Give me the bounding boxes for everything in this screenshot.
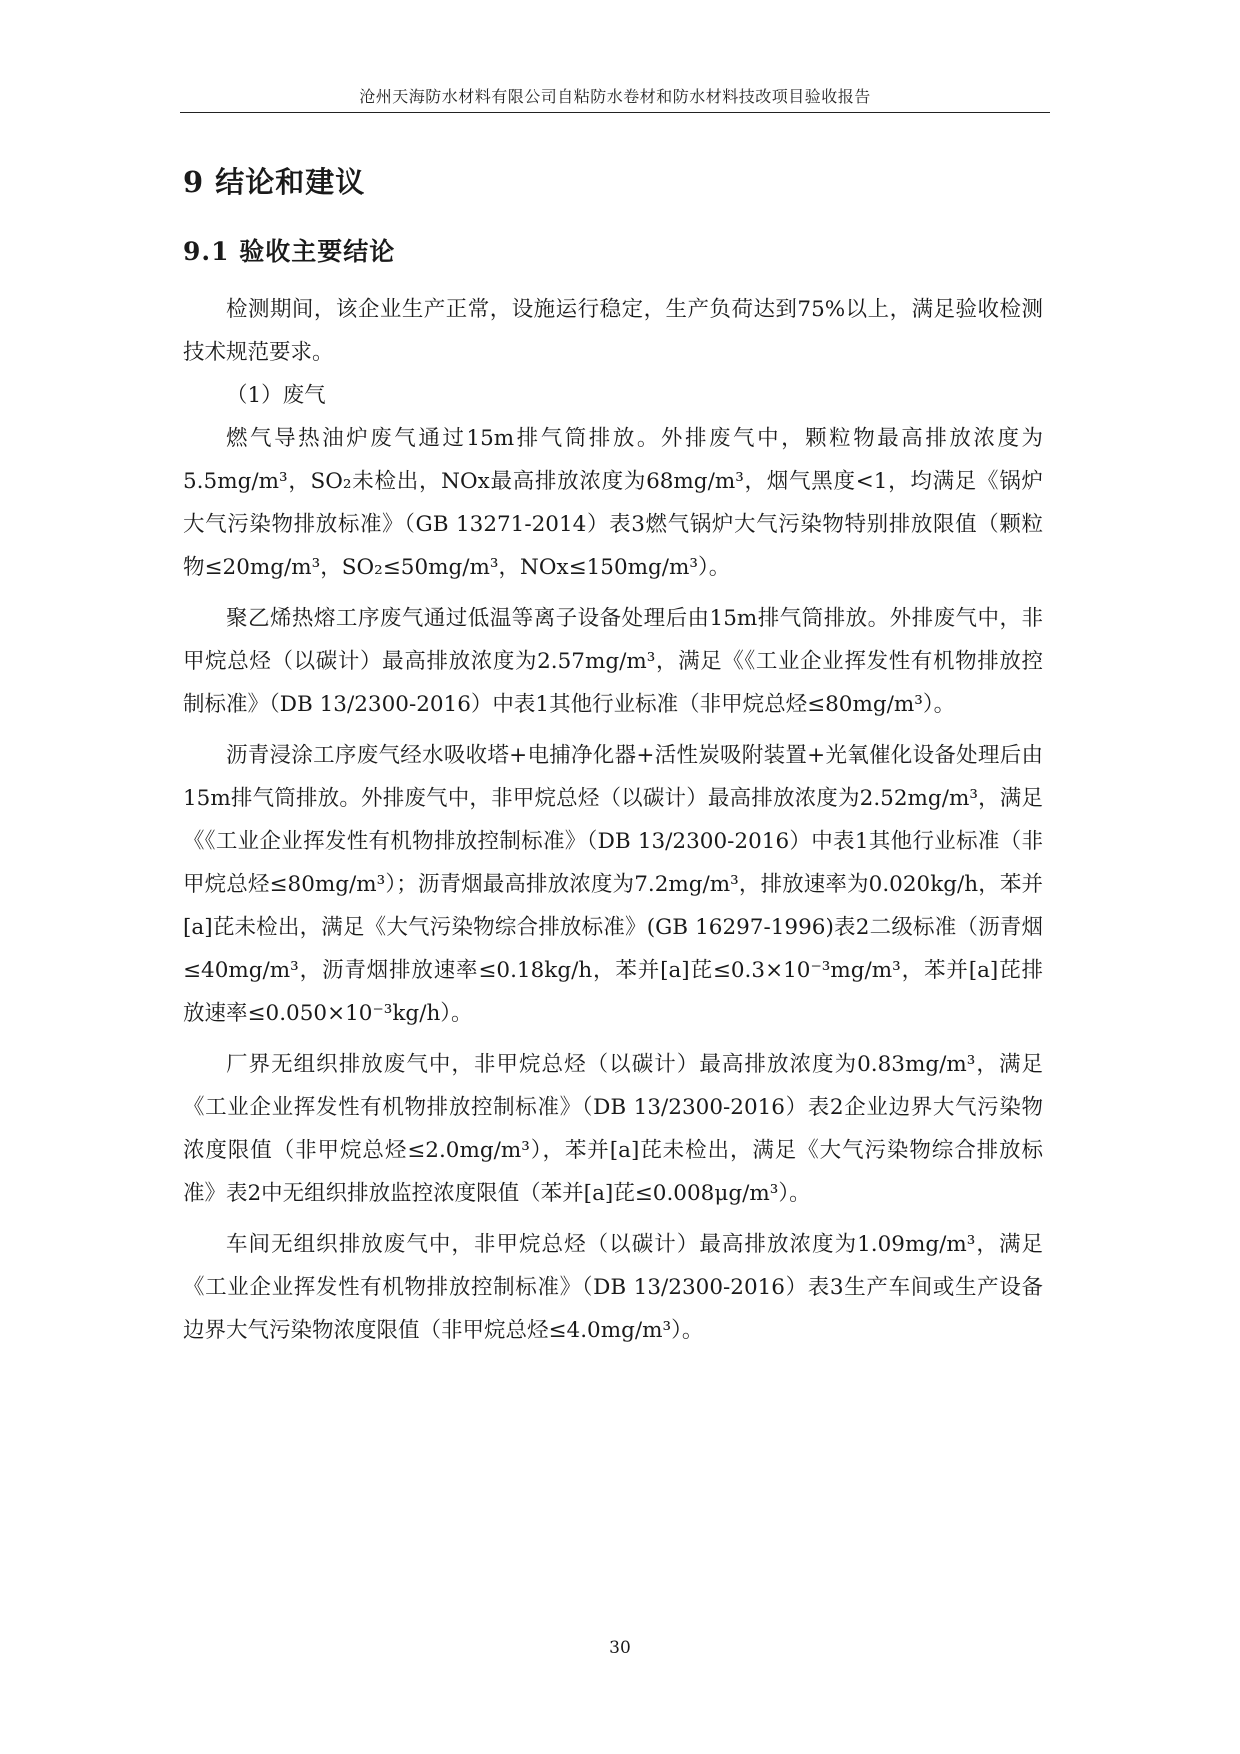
paragraph-intro: 检测期间，该企业生产正常，设施运行稳定，生产负荷达到75%以上，满足验收检测技术规范要求。 (183, 297, 1043, 365)
header-rule (180, 112, 1050, 113)
page-number: 30 (609, 1638, 631, 1658)
chapter-heading: 9 结论和建议 (183, 165, 366, 199)
running-header: 沧州天海防水材料有限公司自粘防水卷材和防水材料技改项目验收报告 (359, 87, 871, 106)
paragraph-boundary: 厂界无组织排放废气中，非甲烷总烃（以碳计）最高排放浓度为0.83mg/m³，满足《工业企业挥发性有机物排放控制标准》（DB 13/2300-2016）表2企业边界大气污染物浓度限值（非甲烷总烃≤2.0mg/m³），苯并[a]芘未检出，满足《大气污染物综合排放标准》表2中无组织排放监控浓度限值（苯并[a]芘≤0.008μg/m³）。 (183, 1052, 1043, 1206)
paragraph-subheading-waste-gas: （1）废气 (226, 383, 326, 408)
paragraph-asphalt: 沥青浸涂工序废气经水吸收塔+电捕净化器+活性炭吸附装置+光氧催化设备处理后由15m排气筒排放。外排废气中，非甲烷总烃（以碳计）最高排放浓度为2.52mg/m³，满足《《工业企业挥发性有机物排放控制标准》（DB 13/2300-2016）中表1其他行业标准（非甲烷总烃≤80mg/m³）；沥青烟最高排放浓度为7.2mg/m³，排放速率为0.020kg/h，苯并[a]芘未检出，满足《大气污染物综合排放标准》(GB 16297-1996)表2二级标准（沥青烟≤40mg/m³，沥青烟排放速率≤0.18kg/h，苯并[a]芘≤0.3×10⁻³mg/m³，苯并[a]芘排放速率≤0.050×10⁻³kg/h）。 (183, 743, 1043, 1026)
paragraph-boiler: 燃气导热油炉废气通过15m排气筒排放。外排废气中，颗粒物最高排放浓度为5.5mg/m³，SO₂未检出，NOx最高排放浓度为68mg/m³，烟气黑度<1，均满足《锅炉大气污染物排放标准》（GB 13271-2014）表3燃气锅炉大气污染物特别排放限值（颗粒物≤20mg/m³，SO₂≤50mg/m³，NOx≤150mg/m³）。 (183, 426, 1043, 580)
section-heading: 9.1 验收主要结论 (183, 237, 396, 266)
paragraph-polyethylene: 聚乙烯热熔工序废气通过低温等离子设备处理后由15m排气筒排放。外排废气中，非甲烷总烃（以碳计）最高排放浓度为2.57mg/m³，满足《《工业企业挥发性有机物排放控制标准》（DB 13/2300-2016）中表1其他行业标准（非甲烷总烃≤80mg/m³）。 (183, 606, 1043, 717)
paragraph-workshop: 车间无组织排放废气中，非甲烷总烃（以碳计）最高排放浓度为1.09mg/m³，满足《工业企业挥发性有机物排放控制标准》（DB 13/2300-2016）表3生产车间或生产设备边界大气污染物浓度限值（非甲烷总烃≤4.0mg/m³）。 (183, 1232, 1043, 1343)
body-text (183, 288, 1043, 1352)
